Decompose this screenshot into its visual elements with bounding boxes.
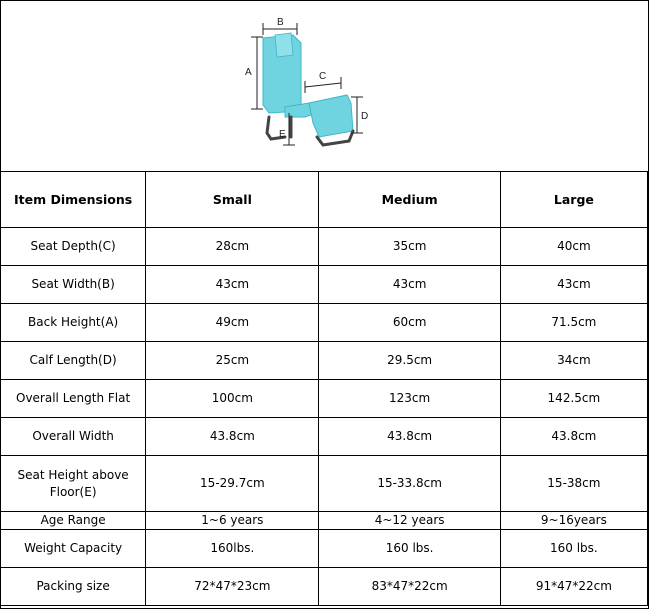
table-row bbox=[1, 512, 648, 530]
table-row bbox=[1, 342, 648, 380]
cell-large: 43cm bbox=[500, 266, 647, 304]
table-row bbox=[1, 418, 648, 456]
dimensions-table bbox=[0, 171, 648, 606]
cell-large: 40cm bbox=[500, 228, 647, 266]
product-figure-area bbox=[1, 1, 648, 172]
table-row bbox=[1, 530, 648, 568]
label-d: D bbox=[361, 111, 369, 122]
cell-small: 43cm bbox=[146, 266, 319, 304]
cell-small: 25cm bbox=[146, 342, 319, 380]
cell-large: 43.8cm bbox=[500, 418, 647, 456]
row-label: Overall Length Flat bbox=[1, 380, 146, 418]
table-row bbox=[1, 456, 648, 512]
cell-small: 100cm bbox=[146, 380, 319, 418]
row-label: Packing size bbox=[1, 568, 146, 606]
cell-large: 34cm bbox=[500, 342, 647, 380]
cell-large: 160 lbs. bbox=[500, 530, 647, 568]
cell-medium: 160 lbs. bbox=[319, 530, 500, 568]
cell-large: 71.5cm bbox=[500, 304, 647, 342]
label-c: C bbox=[319, 71, 327, 82]
header-small: Small bbox=[146, 172, 319, 228]
cell-medium: 4~12 years bbox=[319, 512, 500, 530]
cell-large: 15-38cm bbox=[500, 456, 647, 512]
cell-small: 43.8cm bbox=[146, 418, 319, 456]
cell-medium: 83*47*22cm bbox=[319, 568, 500, 606]
label-a: A bbox=[245, 67, 252, 78]
headrest-shape bbox=[275, 33, 293, 57]
cell-medium: 43cm bbox=[319, 266, 500, 304]
row-label: Seat Width(B) bbox=[1, 266, 146, 304]
cell-medium: 43.8cm bbox=[319, 418, 500, 456]
cell-large: 142.5cm bbox=[500, 380, 647, 418]
header-large: Large bbox=[500, 172, 647, 228]
cell-medium: 60cm bbox=[319, 304, 500, 342]
header-item-dimensions: Item Dimensions bbox=[1, 172, 146, 228]
cell-large: 9~16years bbox=[500, 512, 647, 530]
label-b: B bbox=[277, 17, 284, 28]
cell-medium: 123cm bbox=[319, 380, 500, 418]
row-label: Overall Width bbox=[1, 418, 146, 456]
calf-section-shape bbox=[309, 95, 353, 137]
header-medium: Medium bbox=[319, 172, 500, 228]
row-label: Back Height(A) bbox=[1, 304, 146, 342]
bath-chair-diagram bbox=[233, 13, 373, 153]
cell-medium: 35cm bbox=[319, 228, 500, 266]
cell-medium: 29.5cm bbox=[319, 342, 500, 380]
table-header-row bbox=[1, 172, 648, 228]
table-row bbox=[1, 304, 648, 342]
cell-large: 91*47*22cm bbox=[500, 568, 647, 606]
row-label: Weight Capacity bbox=[1, 530, 146, 568]
table-row bbox=[1, 228, 648, 266]
table-row bbox=[1, 266, 648, 304]
row-label: Seat Height above Floor(E) bbox=[1, 456, 146, 512]
cell-small: 72*47*23cm bbox=[146, 568, 319, 606]
row-label: Age Range bbox=[1, 512, 146, 530]
cell-small: 15-29.7cm bbox=[146, 456, 319, 512]
cell-small: 1~6 years bbox=[146, 512, 319, 530]
cell-small: 160lbs. bbox=[146, 530, 319, 568]
row-label: Seat Depth(C) bbox=[1, 228, 146, 266]
table-row bbox=[1, 568, 648, 606]
row-label: Calf Length(D) bbox=[1, 342, 146, 380]
label-e: E bbox=[279, 129, 286, 140]
cell-medium: 15-33.8cm bbox=[319, 456, 500, 512]
cell-small: 28cm bbox=[146, 228, 319, 266]
cell-small: 49cm bbox=[146, 304, 319, 342]
table-row bbox=[1, 380, 648, 418]
